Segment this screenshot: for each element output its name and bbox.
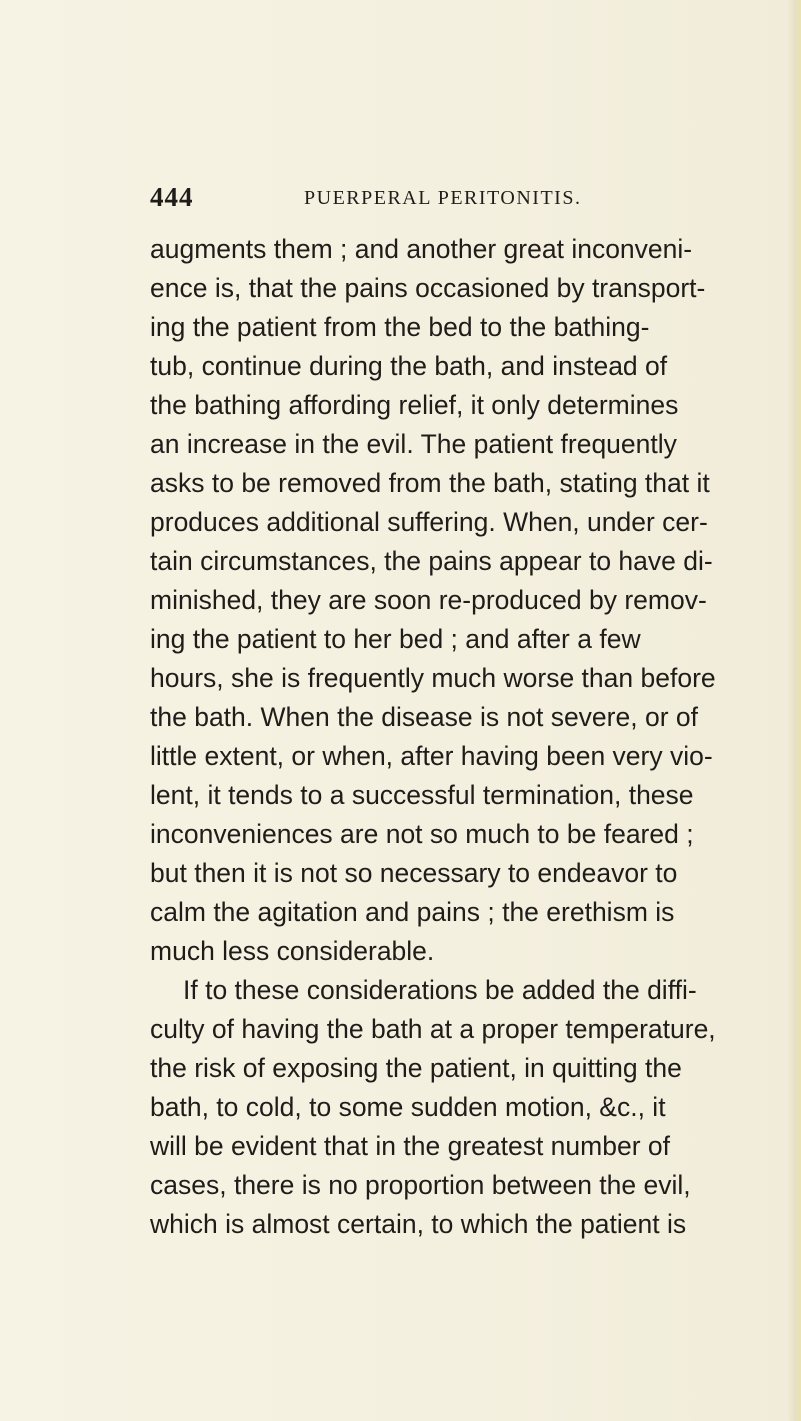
text-line: inconveniences are not so much to be feared ;	[150, 819, 694, 849]
text-line: ing the patient to her bed ; and after a few	[150, 624, 641, 654]
text-line: cases, there is no proportion between the evil,	[150, 1170, 691, 1200]
body-text	[150, 230, 715, 1244]
text-line: which is almost certain, to which the patient is	[150, 1209, 687, 1239]
text-line: the bath. When the disease is not severe, or of	[150, 702, 698, 732]
running-head: PUERPERAL PERITONITIS.	[304, 187, 582, 209]
text-line: an increase in the evil. The patient frequently	[150, 429, 677, 459]
page-number: 444	[150, 182, 194, 212]
text-line: tain circumstances, the pains appear to have di-	[150, 546, 713, 576]
text-line: but then it is not so necessary to endeavor to	[150, 858, 678, 888]
text-line: hours, she is frequently much worse than before	[150, 663, 716, 693]
text-line: the bathing affording relief, it only determines	[150, 390, 679, 420]
text-line: will be evident that in the greatest number of	[150, 1131, 670, 1161]
text-line: augments them ; and another great inconveni-	[150, 234, 693, 264]
text-line: tub, continue during the bath, and instead of	[150, 351, 668, 381]
text-line: little extent, or when, after having been very vio-	[150, 741, 713, 771]
text-line: much less considerable.	[150, 936, 435, 966]
paragraph-first-line: If to these considerations be added the diffi-	[183, 975, 697, 1005]
page-header	[150, 182, 710, 222]
text-line: bath, to cold, to some sudden motion, &c., it	[150, 1092, 666, 1122]
text-line: calm the agitation and pains ; the erethism is	[150, 897, 675, 927]
text-line: produces additional suffering. When, under cer-	[150, 507, 708, 537]
text-line: asks to be removed from the bath, stating that it	[150, 468, 710, 498]
text-line: ing the patient from the bed to the bathing-	[150, 312, 650, 342]
text-line: the risk of exposing the patient, in quitting the	[150, 1053, 682, 1083]
text-line: ence is, that the pains occasioned by transport-	[150, 273, 706, 303]
page-edge	[787, 0, 801, 1421]
text-line: lent, it tends to a successful termination, these	[150, 780, 694, 810]
text-line: minished, they are soon re-produced by remov-	[150, 585, 707, 615]
text-line: culty of having the bath at a proper temperature,	[150, 1014, 716, 1044]
